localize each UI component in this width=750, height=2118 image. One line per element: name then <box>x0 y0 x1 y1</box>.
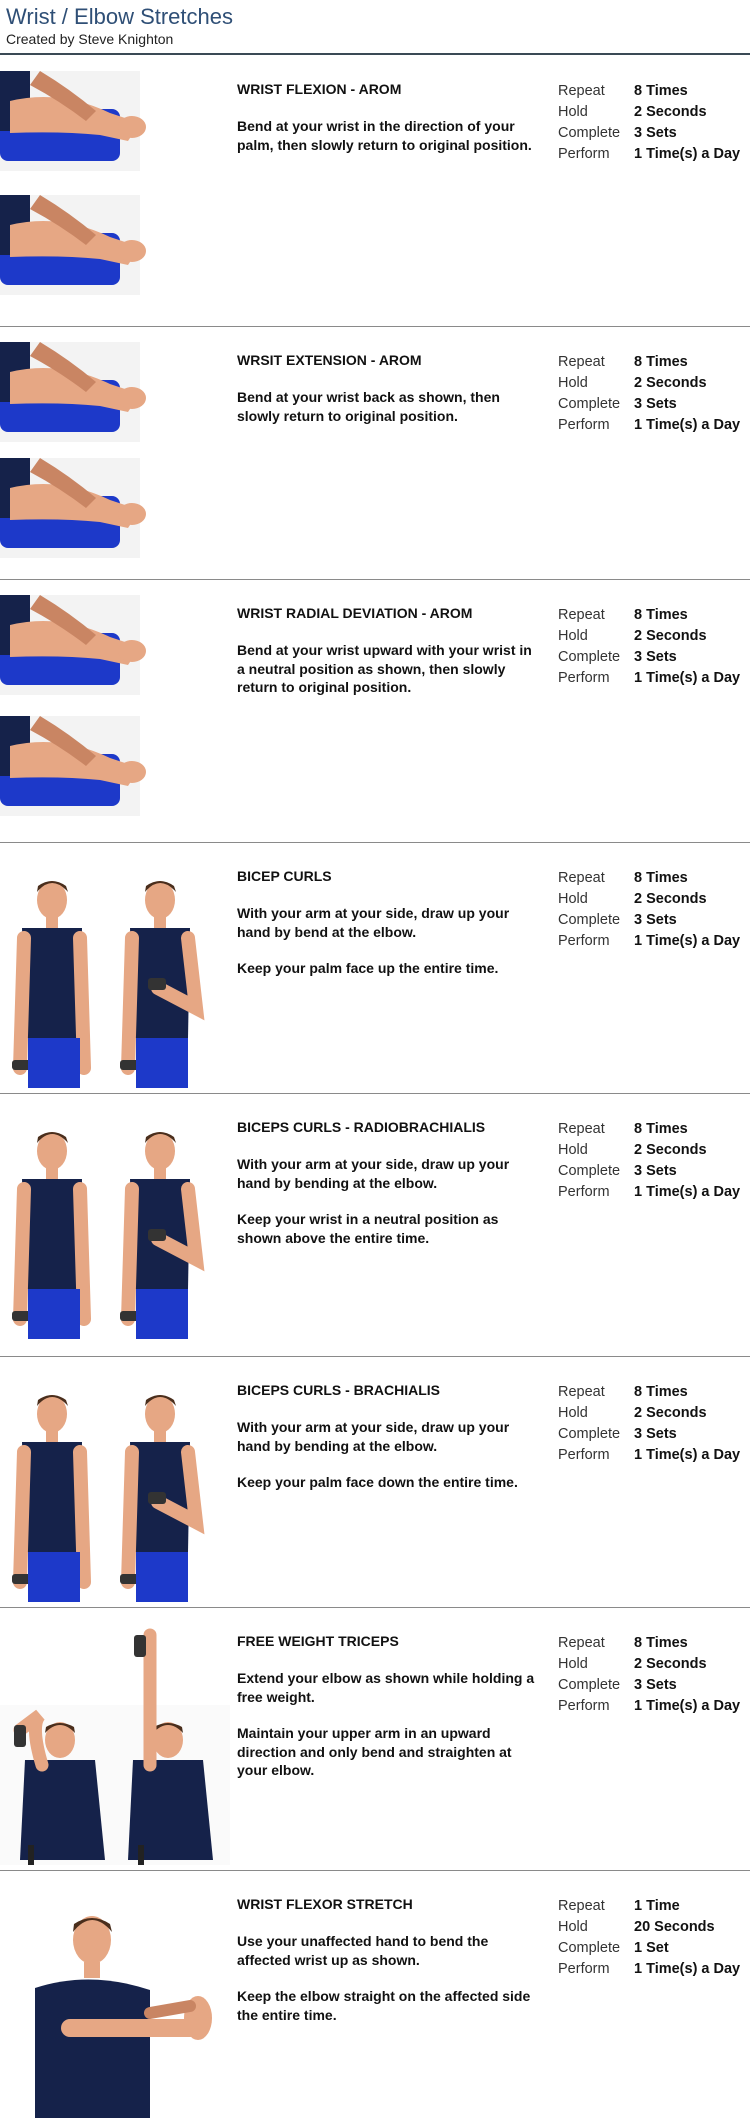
param-value-hold: 2 Seconds <box>634 628 707 644</box>
exercise-section <box>0 581 750 843</box>
param-label-perform: Perform <box>558 1447 610 1463</box>
param-row-complete <box>558 125 748 146</box>
param-row-repeat <box>558 870 748 891</box>
param-value-repeat: 8 Times <box>634 870 688 886</box>
exercise-section <box>0 328 750 580</box>
exercise-description <box>237 388 537 443</box>
exercise-title: BICEPS CURLS - RADIOBRACHIALIS <box>237 1119 486 1135</box>
param-row-repeat <box>558 607 748 628</box>
exercise-title: BICEP CURLS <box>237 868 332 884</box>
param-row-complete <box>558 1163 748 1184</box>
param-value-complete: 3 Sets <box>634 649 677 665</box>
param-value-complete: 3 Sets <box>634 1163 677 1179</box>
param-label-complete: Complete <box>558 1940 621 1956</box>
free-weight-triceps-photo <box>0 1615 230 1865</box>
param-row-perform <box>558 933 748 954</box>
exercise-photo-drawing <box>0 1101 230 1351</box>
param-value-hold: 2 Seconds <box>634 891 707 907</box>
exercise-description <box>237 1932 537 2042</box>
param-row-complete <box>558 1426 748 1447</box>
param-row-repeat <box>558 354 748 375</box>
param-row-hold <box>558 628 748 649</box>
exercise-title: WRSIT EXTENSION - AROM <box>237 352 422 368</box>
page-title: Wrist / Elbow Stretches <box>6 4 233 29</box>
param-label-hold: Hold <box>558 891 588 907</box>
exercise-parameters <box>558 354 748 438</box>
param-label-complete: Complete <box>558 1677 621 1693</box>
wrist-extension-photo <box>0 334 230 574</box>
wrist-flexion-photo <box>0 63 230 318</box>
param-label-repeat: Repeat <box>558 83 605 99</box>
author-credit: Created by Steve Knighton <box>6 31 174 47</box>
param-value-hold: 2 Seconds <box>634 1656 707 1672</box>
param-value-repeat: 8 Times <box>634 1384 688 1400</box>
param-label-hold: Hold <box>558 104 588 120</box>
param-label-hold: Hold <box>558 1656 588 1672</box>
param-row-repeat <box>558 1898 748 1919</box>
param-value-perform: 1 Time(s) a Day <box>634 1698 741 1714</box>
exercise-instruction: Bend at your wrist upward with your wrist in a neutral position as shown, then slowly return to original position. <box>237 642 532 695</box>
param-value-hold: 2 Seconds <box>634 375 707 391</box>
param-label-perform: Perform <box>558 146 610 162</box>
param-row-hold <box>558 375 748 396</box>
param-label-complete: Complete <box>558 125 621 141</box>
exercise-instruction: Keep the elbow straight on the affected side the entire time. <box>237 1988 531 2023</box>
param-row-hold <box>558 891 748 912</box>
param-label-perform: Perform <box>558 1184 610 1200</box>
param-row-hold <box>558 1656 748 1677</box>
exercise-parameters <box>558 607 748 691</box>
param-label-complete: Complete <box>558 396 621 412</box>
param-row-hold <box>558 1919 748 1940</box>
param-label-repeat: Repeat <box>558 870 605 886</box>
exercise-parameters <box>558 1384 748 1468</box>
exercise-instruction: Keep your palm face down the entire time. <box>237 1474 518 1490</box>
param-value-repeat: 8 Times <box>634 354 688 370</box>
exercise-section <box>0 1358 750 1608</box>
exercise-title: WRIST RADIAL DEVIATION - AROM <box>237 605 473 621</box>
param-label-repeat: Repeat <box>558 607 605 623</box>
param-row-repeat <box>558 83 748 104</box>
wrist-flexor-stretch-photo <box>0 1878 230 2118</box>
exercise-description <box>237 117 537 172</box>
param-value-repeat: 1 Time <box>634 1898 680 1914</box>
param-row-repeat <box>558 1635 748 1656</box>
param-row-complete <box>558 1677 748 1698</box>
param-label-repeat: Repeat <box>558 1384 605 1400</box>
param-label-repeat: Repeat <box>558 1121 605 1137</box>
exercise-instruction: With your arm at your side, draw up your hand by bend at the elbow. <box>237 905 510 940</box>
param-label-hold: Hold <box>558 1919 588 1935</box>
param-row-perform <box>558 1184 748 1205</box>
exercise-instruction: With your arm at your side, draw up your hand by bending at the elbow. <box>237 1156 510 1191</box>
exercise-photo-drawing <box>0 587 230 837</box>
param-value-perform: 1 Time(s) a Day <box>634 933 741 949</box>
param-value-repeat: 8 Times <box>634 1121 688 1137</box>
param-value-complete: 3 Sets <box>634 396 677 412</box>
param-row-hold <box>558 1405 748 1426</box>
param-label-hold: Hold <box>558 375 588 391</box>
exercise-description <box>237 641 537 715</box>
exercise-section <box>0 1609 750 1871</box>
exercise-instruction: With your arm at your side, draw up your hand by bending at the elbow. <box>237 1419 510 1454</box>
param-value-hold: 20 Seconds <box>634 1919 715 1935</box>
param-value-hold: 2 Seconds <box>634 1405 707 1421</box>
param-value-perform: 1 Time(s) a Day <box>634 417 741 433</box>
exercise-title: BICEPS CURLS - BRACHIALIS <box>237 1382 441 1398</box>
biceps-curls-brachialis-photo <box>0 1364 230 1604</box>
exercise-parameters <box>558 1898 748 1982</box>
exercise-title: FREE WEIGHT TRICEPS <box>237 1633 399 1649</box>
param-row-complete <box>558 1940 748 1961</box>
param-value-perform: 1 Time(s) a Day <box>634 1961 741 1977</box>
param-label-complete: Complete <box>558 1163 621 1179</box>
param-row-perform <box>558 1961 748 1982</box>
param-value-complete: 3 Sets <box>634 1426 677 1442</box>
exercise-title: WRIST FLEXION - AROM <box>237 81 402 97</box>
exercise-parameters <box>558 1635 748 1719</box>
param-value-repeat: 8 Times <box>634 607 688 623</box>
param-label-perform: Perform <box>558 933 610 949</box>
param-label-complete: Complete <box>558 1426 621 1442</box>
param-row-perform <box>558 146 748 167</box>
bicep-curls-photo <box>0 850 230 1090</box>
exercise-description <box>237 1155 537 1265</box>
param-label-perform: Perform <box>558 1698 610 1714</box>
wrist-radial-deviation-photo <box>0 587 230 837</box>
param-label-perform: Perform <box>558 417 610 433</box>
param-value-repeat: 8 Times <box>634 83 688 99</box>
param-value-perform: 1 Time(s) a Day <box>634 1184 741 1200</box>
exercise-parameters <box>558 1121 748 1205</box>
exercise-photo-drawing <box>0 1878 230 2118</box>
param-row-complete <box>558 396 748 417</box>
param-label-perform: Perform <box>558 1961 610 1977</box>
param-label-repeat: Repeat <box>558 354 605 370</box>
param-value-perform: 1 Time(s) a Day <box>634 1447 741 1463</box>
param-label-complete: Complete <box>558 649 621 665</box>
exercise-instruction: Use your unaffected hand to bend the affected wrist up as shown. <box>237 1933 489 1968</box>
param-row-repeat <box>558 1121 748 1142</box>
param-value-complete: 3 Sets <box>634 1677 677 1693</box>
param-label-hold: Hold <box>558 628 588 644</box>
param-value-hold: 2 Seconds <box>634 1142 707 1158</box>
exercise-section <box>0 57 750 327</box>
exercise-description <box>237 1669 537 1798</box>
exercise-instruction: Maintain your upper arm in an upward direction and only bend and straighten at your elbow. <box>237 1725 512 1778</box>
param-label-perform: Perform <box>558 670 610 686</box>
exercise-parameters <box>558 870 748 954</box>
exercise-section <box>0 1872 750 2118</box>
param-label-hold: Hold <box>558 1405 588 1421</box>
page-header <box>0 0 750 55</box>
exercise-instruction: Bend at your wrist in the direction of your palm, then slowly return to original position. <box>237 118 532 153</box>
exercise-photo-drawing <box>0 63 230 318</box>
param-value-perform: 1 Time(s) a Day <box>634 146 741 162</box>
exercise-section <box>0 844 750 1094</box>
exercise-instruction: Keep your palm face up the entire time. <box>237 960 499 976</box>
param-row-perform <box>558 670 748 691</box>
exercise-instruction: Bend at your wrist back as shown, then slowly return to original position. <box>237 389 500 424</box>
param-row-complete <box>558 912 748 933</box>
param-value-complete: 3 Sets <box>634 125 677 141</box>
param-row-perform <box>558 1698 748 1719</box>
exercise-description <box>237 1418 537 1510</box>
exercise-instruction: Extend your elbow as shown while holding a free weight. <box>237 1670 535 1705</box>
exercise-section <box>0 1095 750 1357</box>
param-label-repeat: Repeat <box>558 1635 605 1651</box>
exercise-parameters <box>558 83 748 167</box>
param-value-hold: 2 Seconds <box>634 104 707 120</box>
param-label-complete: Complete <box>558 912 621 928</box>
param-label-hold: Hold <box>558 1142 588 1158</box>
exercise-photo-drawing <box>0 1615 230 1865</box>
param-row-perform <box>558 417 748 438</box>
param-row-complete <box>558 649 748 670</box>
param-row-repeat <box>558 1384 748 1405</box>
param-row-perform <box>558 1447 748 1468</box>
param-row-hold <box>558 1142 748 1163</box>
param-value-repeat: 8 Times <box>634 1635 688 1651</box>
param-value-complete: 3 Sets <box>634 912 677 928</box>
exercise-title: WRIST FLEXOR STRETCH <box>237 1896 413 1912</box>
param-value-complete: 1 Set <box>634 1940 669 1956</box>
exercise-instruction: Keep your wrist in a neutral position as shown above the entire time. <box>237 1211 499 1246</box>
param-label-repeat: Repeat <box>558 1898 605 1914</box>
biceps-curls-radiobrachialis-photo <box>0 1101 230 1351</box>
exercise-photo-drawing <box>0 334 230 574</box>
exercise-description <box>237 904 537 996</box>
param-row-hold <box>558 104 748 125</box>
exercise-photo-drawing <box>0 1364 230 1604</box>
exercise-photo-drawing <box>0 850 230 1090</box>
param-value-perform: 1 Time(s) a Day <box>634 670 741 686</box>
